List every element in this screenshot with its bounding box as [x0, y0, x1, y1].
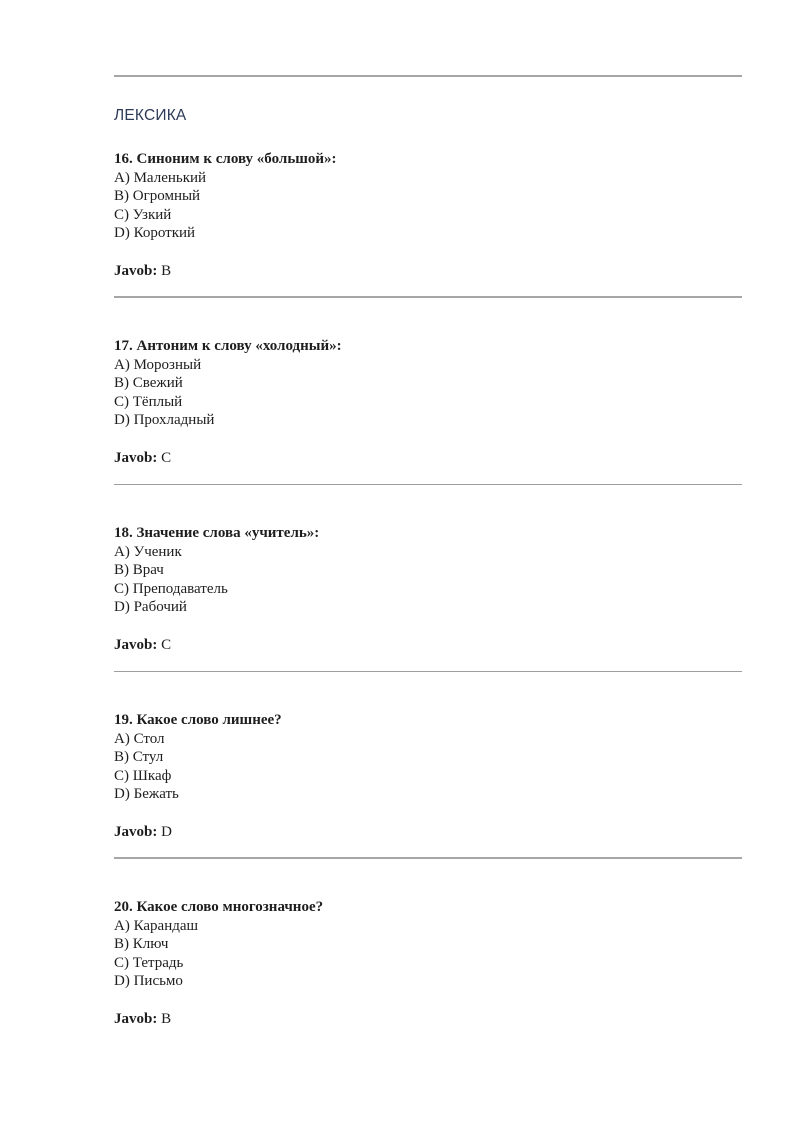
option-a: A) Маленький [114, 169, 207, 186]
option-d: D) Бежать [114, 786, 179, 803]
answer-label: Javob: [114, 449, 158, 466]
option-list [114, 917, 742, 991]
option-b: B) Ключ [114, 936, 169, 953]
option-c: C) Тетрадь [114, 954, 184, 971]
option-b: B) Стул [114, 749, 164, 766]
section-title: ЛЕКСИКА [114, 107, 187, 124]
option-b: B) Огромный [114, 188, 201, 205]
answer-line [114, 823, 742, 842]
option-a: A) Стол [114, 730, 165, 747]
question-20 [114, 898, 742, 1028]
question-17 [114, 337, 742, 467]
option-c: C) Преподаватель [114, 580, 228, 597]
option-c: C) Узкий [114, 206, 172, 223]
option-c: C) Шкаф [114, 767, 172, 784]
option-b: B) Врач [114, 562, 164, 579]
question-18 [114, 524, 742, 654]
option-a: A) Ученик [114, 543, 182, 560]
answer-value: C [161, 449, 172, 466]
question-title: 16. Синоним к слову «большой»: [114, 151, 337, 167]
horizontal-rule [114, 671, 742, 672]
option-d: D) Прохладный [114, 412, 215, 429]
question-16 [114, 150, 742, 280]
question-title: 17. Антоним к слову «холодный»: [114, 338, 342, 354]
option-a: A) Морозный [114, 356, 202, 373]
answer-line [114, 262, 742, 281]
answer-value: B [161, 1010, 172, 1027]
question-title: 20. Какое слово многозначное? [114, 899, 324, 915]
answer-label: Javob: [114, 823, 158, 840]
option-list [114, 169, 742, 243]
question-19 [114, 711, 742, 841]
option-a: A) Карандаш [114, 917, 199, 934]
question-title: 19. Какое слово лишнее? [114, 712, 282, 728]
answer-value: C [161, 636, 172, 653]
option-d: D) Письмо [114, 973, 183, 990]
answer-label: Javob: [114, 1010, 158, 1027]
option-d: D) Рабочий [114, 599, 187, 616]
question-title: 18. Значение слова «учитель»: [114, 525, 320, 541]
answer-label: Javob: [114, 636, 158, 653]
answer-value: B [161, 262, 172, 279]
answer-label: Javob: [114, 262, 158, 279]
answer-line [114, 636, 742, 655]
horizontal-rule [114, 484, 742, 485]
option-list [114, 543, 742, 617]
horizontal-rule [114, 857, 742, 859]
answer-value: D [161, 823, 172, 840]
horizontal-rule [114, 75, 742, 77]
option-list [114, 356, 742, 430]
option-c: C) Тёплый [114, 393, 183, 410]
answer-line [114, 1010, 742, 1029]
option-list [114, 730, 742, 804]
horizontal-rule [114, 296, 742, 298]
option-d: D) Короткий [114, 225, 196, 242]
option-b: B) Свежий [114, 375, 183, 392]
answer-line [114, 449, 742, 468]
